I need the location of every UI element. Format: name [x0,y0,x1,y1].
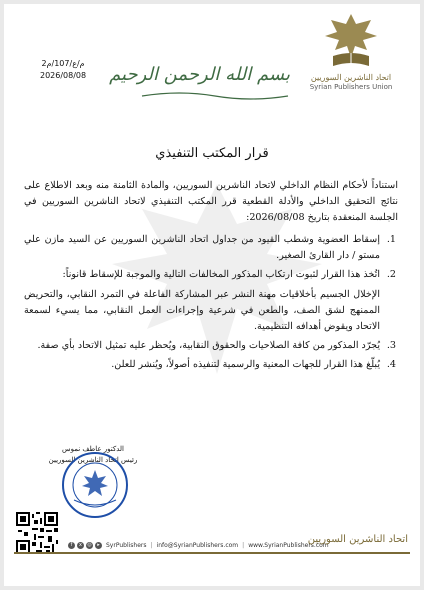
decision-body [24,156,398,373]
basmala: بسم الله الرحمن الرحيم [140,64,290,100]
decision-item [24,338,396,354]
reference-number: م/ع/107/م2 [41,59,85,68]
item-text: إسقاط العضوية وشطب القيود من جداول اتحاد الناشرين السوريين عن السيد مازن علي مستو / دار القارئ الصغير. [24,234,380,261]
item-text: اتُخذ هذا القرار لثبوت ارتكاب المذكور المخالفات التالية والموجبة للإسقاط قانوناً: [62,269,380,280]
union-logo [306,10,396,102]
decision-item [24,267,396,335]
decision-item [24,357,396,373]
email-link[interactable]: info@SyrianPublishers.com [156,541,239,549]
eagle-book-icon [321,10,381,72]
qr-code [16,512,58,554]
youtube-icon[interactable]: ▸ [95,542,102,549]
decision-items [24,232,398,373]
footer-logo-text: اتحاد الناشرين السوريين [307,534,408,545]
item-number: 2. [386,269,396,280]
footer-contacts: f x ◎ ▸ SyrPublishers | info@SyrianPublishers.com | www.SyrianPublishers.com [68,538,328,552]
org-name-ar: اتحاد الناشرين السوريين [310,73,392,82]
instagram-icon[interactable]: ◎ [87,541,92,548]
org-name-en: Syrian Publishers Union [309,83,393,91]
social-icons [68,542,102,549]
footer-divider [14,552,410,554]
preamble-paragraph: استناداً لأحكام النظام الداخلي لاتحاد الناشرين السوريين، والمادة الثامنة منه وبعد الاطلاع على نتائج التحقيق الداخلي والأدلة القطعية قرر المكتب التنفيذي لاتحاد الناشرين السوريين في الجلسة المنعقدة بتاريخ 2026/08/08: [24,180,398,223]
item-subtext: الإخلال الجسيم بأخلاقيات مهنة النشر عبر المشاركة الفاعلة في التمرد النقابي، والتحريض الممنهج لشق الصف، والطعن في شرعية وإجراءات العمل النقابي، مما يسيء لسمعة الاتحاد ويقوض أهدافه التنظيمية. [24,289,380,332]
item-text: يُبلّغ هذا القرار للجهات المعنية والرسمية لتنفيذه أصولاً، ويُنشر للعلن. [111,359,380,370]
social-handle[interactable]: SyrPublishers [106,541,147,549]
document-date: 2026/08/08 [40,71,87,80]
decision-item [24,232,396,264]
item-number: 4. [386,359,396,370]
signatory-role: رئيس اتحاد الناشرين السوريين [48,456,138,464]
facebook-icon[interactable]: f [68,542,75,549]
reference-block [40,58,86,82]
official-stamp [60,450,130,520]
item-text: يُجرّد المذكور من كافة الصلاحيات والحقوق النقابية، ويُحظر عليه تمثيل الاتحاد بأي صفة. [37,340,380,351]
x-icon[interactable]: x [77,542,84,549]
document-page [4,4,420,586]
item-number: 1. [386,234,396,245]
basmala-flourish [140,90,290,100]
signatory-name: الدكتور عاطف نموس [62,445,124,453]
website-link[interactable]: www.SyrianPublishers.com [248,541,329,549]
decision-title: قرار المكتب التنفيذي [155,146,269,161]
item-number: 3. [386,340,396,351]
